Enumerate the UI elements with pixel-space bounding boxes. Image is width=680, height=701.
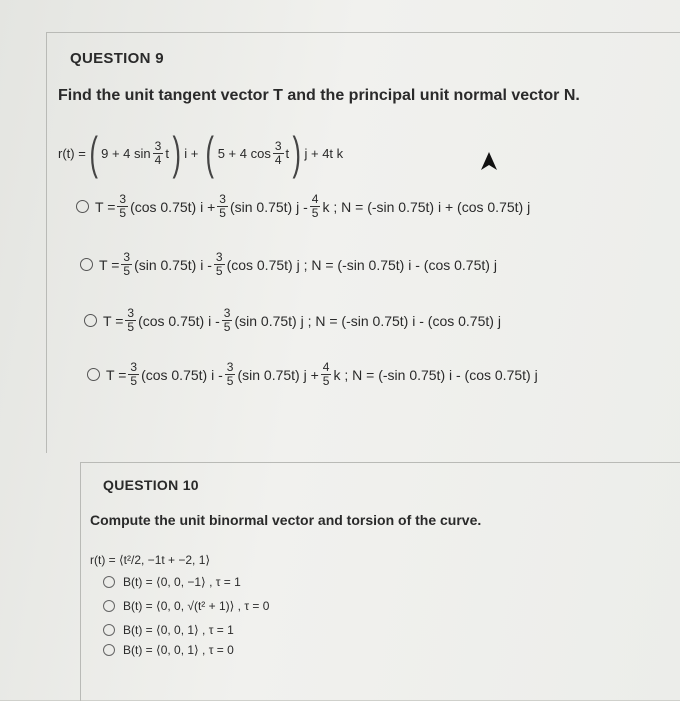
option-fraction: $\frac{4}{5}$ bbox=[311, 192, 319, 220]
question-9-title: QUESTION 9 bbox=[70, 50, 164, 67]
option-fraction: $\frac{3}{5}$ bbox=[123, 250, 131, 278]
q9-option-3[interactable] bbox=[84, 307, 501, 334]
option-text: (sin 0.75t) i - bbox=[134, 256, 212, 273]
q9-option-1[interactable] bbox=[76, 193, 530, 220]
option-fraction: $\frac{3}{5}$ bbox=[215, 250, 223, 278]
q10-option-1[interactable] bbox=[103, 575, 241, 589]
option-text: (cos 0.75t) j ; N = (-sin 0.75t) i - (cos 0.75t) j bbox=[226, 256, 497, 273]
formula-t1: t bbox=[165, 145, 169, 161]
right-paren-1: ) bbox=[172, 127, 181, 179]
option-text: (sin 0.75t) j + bbox=[237, 366, 319, 383]
option-text: (cos 0.75t) i + bbox=[130, 198, 216, 215]
option-fraction: $\frac{3}{5}$ bbox=[219, 192, 226, 220]
radio-button[interactable] bbox=[103, 644, 115, 656]
fraction-denominator: 4 bbox=[154, 152, 162, 167]
formula-fraction-2 bbox=[273, 140, 284, 167]
q10-option-4[interactable] bbox=[103, 643, 234, 657]
formula-j: j + 4t k bbox=[304, 145, 344, 161]
q9-option-2[interactable] bbox=[80, 251, 497, 278]
q10-option-2[interactable] bbox=[103, 599, 269, 613]
option-text: T = bbox=[95, 198, 116, 215]
radio-button[interactable] bbox=[103, 576, 115, 588]
option-text: B(t) = ⟨0, 0, −1⟩ , τ = 1 bbox=[123, 575, 241, 589]
formula-i: i + bbox=[184, 145, 199, 161]
option-fraction: $\frac{3}{5}$ bbox=[226, 360, 234, 388]
radio-button[interactable] bbox=[103, 624, 115, 636]
option-text: (cos 0.75t) i - bbox=[141, 366, 223, 383]
formula-part1: 9 + 4 sin bbox=[101, 145, 151, 161]
radio-button[interactable] bbox=[103, 600, 115, 612]
option-text: B(t) = ⟨0, 0, 1⟩ , τ = 1 bbox=[123, 623, 234, 637]
option-text: B(t) = ⟨0, 0, 1⟩ , τ = 0 bbox=[123, 643, 234, 657]
option-text: (sin 0.75t) j ; N = (-sin 0.75t) i - (cos 0.75t) j bbox=[234, 312, 501, 329]
fraction-numerator: 3 bbox=[274, 138, 282, 153]
option-text: T = bbox=[99, 256, 120, 273]
option-text: B(t) = ⟨0, 0, √(t² + 1)⟩ , τ = 0 bbox=[123, 599, 270, 613]
question-10-title: QUESTION 10 bbox=[103, 477, 199, 493]
formula-t2: t bbox=[285, 145, 290, 161]
option-text: k ; N = (-sin 0.75t) i + (cos 0.75t) j bbox=[322, 198, 531, 215]
question-10-prompt: Compute the unit binormal vector and torsion of the curve. bbox=[90, 512, 482, 528]
option-fraction: $\frac{3}{5}$ bbox=[119, 192, 127, 220]
formula-fraction-1 bbox=[153, 140, 164, 167]
option-fraction: $\frac{3}{5}$ bbox=[127, 306, 135, 334]
left-paren-2: ( bbox=[205, 127, 215, 179]
left-paren-1: ( bbox=[89, 127, 98, 179]
question-9-formula bbox=[58, 127, 344, 179]
option-text: k ; N = (-sin 0.75t) i - (cos 0.75t) j bbox=[333, 366, 538, 383]
radio-button[interactable] bbox=[84, 314, 97, 327]
formula-part2: 5 + 4 cos bbox=[217, 145, 271, 161]
radio-button[interactable] bbox=[87, 368, 100, 381]
radio-button[interactable] bbox=[80, 258, 93, 271]
fraction-denominator: 4 bbox=[274, 152, 282, 167]
question-9-prompt: Find the unit tangent vector T and the principal unit normal vector N. bbox=[58, 87, 580, 104]
q9-option-4[interactable] bbox=[87, 361, 538, 388]
option-fraction: $\frac{4}{5}$ bbox=[322, 360, 330, 388]
option-text: T = bbox=[106, 366, 127, 383]
option-text: (cos 0.75t) i - bbox=[138, 312, 220, 329]
option-fraction: $\frac{3}{5}$ bbox=[130, 360, 138, 388]
formula-lhs: r(t) = bbox=[58, 145, 86, 161]
option-fraction: $\frac{3}{5}$ bbox=[223, 306, 231, 334]
radio-button[interactable] bbox=[76, 200, 89, 213]
mouse-cursor-icon bbox=[478, 150, 500, 172]
option-text: T = bbox=[103, 312, 124, 329]
right-paren-2: ) bbox=[292, 127, 302, 179]
question-10-curve: r(t) = ⟨t²/2, −1t + −2, 1⟩ bbox=[90, 553, 211, 567]
q10-option-3[interactable] bbox=[103, 623, 234, 637]
option-text: (sin 0.75t) j - bbox=[229, 198, 308, 215]
fraction-numerator: 3 bbox=[154, 138, 162, 153]
